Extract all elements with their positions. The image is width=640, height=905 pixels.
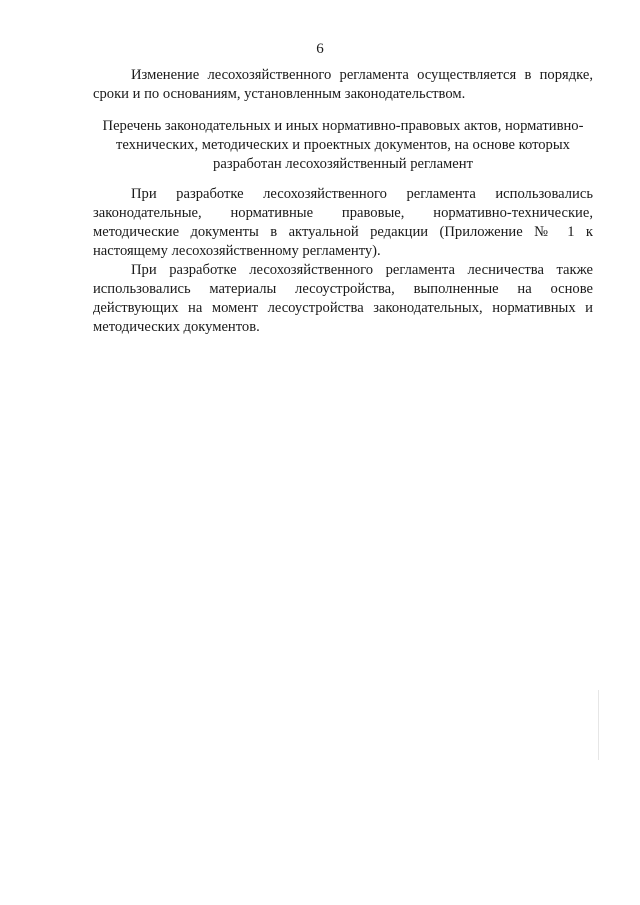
scan-artifact-mark — [598, 690, 599, 760]
body-paragraph-2: При разработке лесохозяйственного регламента лесничества также использовались материалы лесоустройства, выполненные на основе действующих на момент лесоустройства законодательных, нормативных и методических документов. — [93, 262, 593, 335]
body-text-block — [93, 185, 593, 337]
intro-paragraph-block — [93, 66, 593, 104]
page-number: 6 — [316, 41, 324, 57]
intro-paragraph: Изменение лесохозяйственного регламента осуществляется в порядке, сроки и по основаниям, установленным законодательством. — [93, 67, 593, 102]
section-heading: Перечень законодательных и иных нормативно-правовых актов, нормативно-технических, методических и проектных документов, на основе которых разработан лесохозяйственный регламент — [102, 118, 584, 172]
body-paragraph-1: При разработке лесохозяйственного регламента использовались законодательные, нормативные правовые, нормативно-технические, методические документы в актуальной редакции (Приложение № 1 к настоящему лесохозяйственному регламенту). — [93, 186, 593, 259]
